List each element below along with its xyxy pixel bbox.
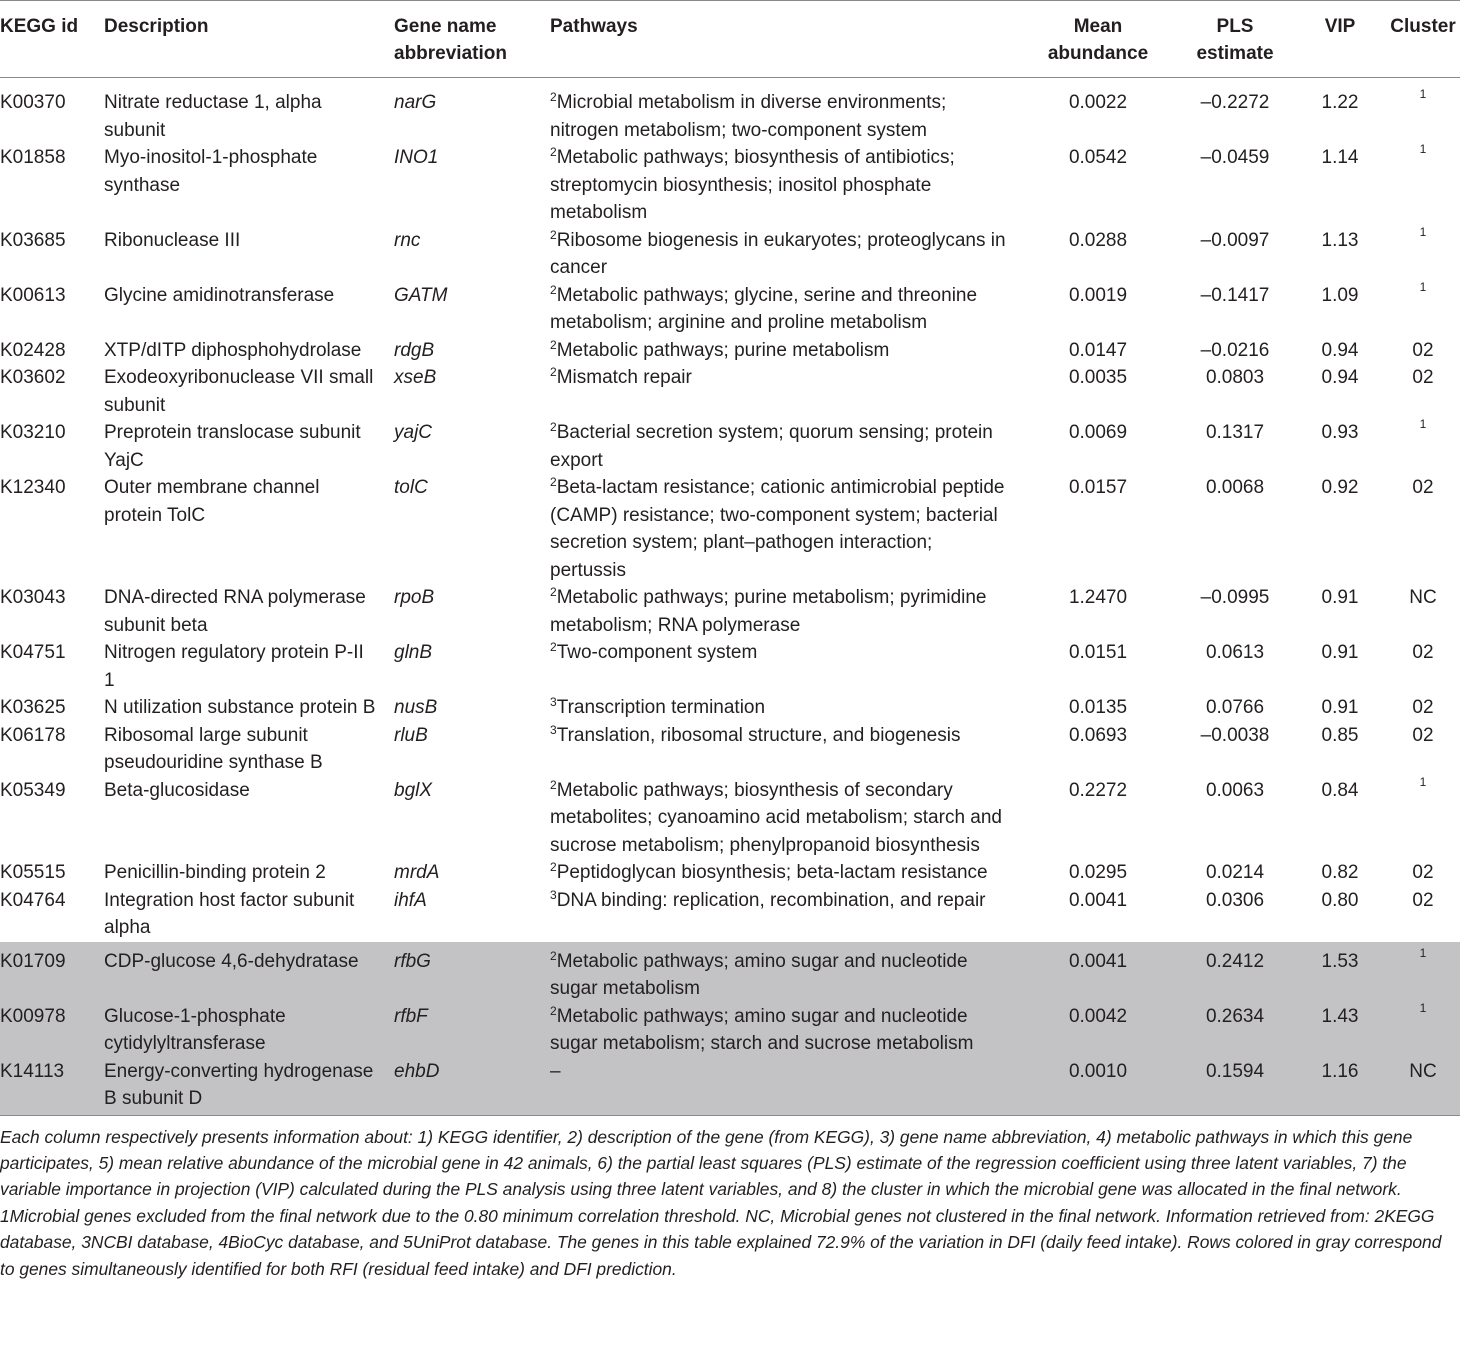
cell-mean-abundance: 0.0010	[1020, 1058, 1170, 1116]
cell-cluster	[1380, 774, 1460, 860]
cell-cluster	[1380, 942, 1460, 1003]
cell-mean-abundance: 0.0147	[1068, 339, 1128, 361]
cell-cluster	[1380, 474, 1460, 584]
cell-kegg-id: K05515	[0, 862, 66, 883]
cluster-excluded-footnote-marker: 1	[1419, 224, 1427, 239]
cell-kegg-id: K05349	[0, 779, 66, 801]
pathways-text: Metabolic pathways; amino sugar and nucleotide sugar metabolism	[550, 950, 968, 999]
cell-vip: 0.85	[1321, 724, 1359, 746]
cell-gene-name: xseB	[394, 367, 437, 388]
pathways-text: Translation, ribosomal structure, and biogenesis	[556, 724, 961, 746]
cell-description: Nitrogen regulatory protein P-II 1	[104, 642, 364, 691]
pathways-text: Two-component system	[556, 642, 758, 663]
cell-pathways	[550, 144, 1020, 227]
cell-description: Ribosomal large subunit pseudouridine synthase B	[104, 724, 323, 773]
header-vip: VIP	[1300, 1, 1380, 78]
table-row	[0, 722, 1460, 777]
cell-pathways	[550, 1058, 1020, 1116]
cell-gene-name: yajC	[394, 422, 433, 443]
cell-kegg-id: K14113	[0, 1058, 104, 1116]
cell-pls-estimate: 0.0068	[1205, 477, 1265, 498]
cell-cluster	[1380, 1000, 1460, 1058]
cell-gene-name: glnB	[394, 642, 433, 663]
cell-mean-abundance: 0.0135	[1068, 697, 1128, 718]
cell-kegg-id: K03685	[0, 229, 66, 251]
cell-mean-abundance: 0.0019	[1068, 284, 1128, 306]
cell-kegg-id: K04764	[0, 889, 66, 911]
cell-vip: 0.84	[1321, 779, 1359, 801]
cell-gene-name: bglX	[394, 779, 433, 801]
cell-pathways	[550, 474, 1020, 584]
header-pls-estimate: PLS estimate	[1170, 1, 1300, 78]
cell-cluster	[1380, 694, 1460, 722]
cell-kegg-id: K00613	[0, 284, 66, 306]
cell-mean-abundance: 1.2470	[1068, 587, 1128, 608]
table-footnote: Each column respectively presents information about: 1) KEGG identifier, 2) description of the gene (from KEGG), 3) gene name abbreviation, 4) metabolic pathways in which this gene participates, 5) mean relative abundance of the microbial gene in 42 animals, 6) the partial least squares (PLS) estimate of the regression coefficient using three latent variables, 7) the variable importance in projection (VIP) calculated during the PLS analysis using three latent variables, and 8) the cluster in which the microbial gene was allocated in the final network. 1Microbial genes excluded from the final network due to the 0.80 minimum correlation threshold. NC, Microbial genes not clustered in the final network. Information retrieved from: 2KEGG database, 3NCBI database, 4BioCyc database, and 5UniProt database. The genes in this table explained 72.9% of the variation in DFI (daily feed intake). Rows colored in gray correspond to genes simultaneously identified for both RFI (residual feed intake) and DFI prediction.	[0, 1126, 1442, 1279]
cell-cluster	[1380, 419, 1460, 474]
pathway-source-footnote-marker: 2	[550, 585, 557, 599]
cell-pathways	[550, 78, 1020, 145]
cell-cluster	[1380, 224, 1460, 282]
pathway-source-footnote-marker: 2	[550, 1003, 557, 1018]
table-body	[0, 78, 1460, 1116]
cluster-value: 02	[1412, 724, 1434, 746]
cell-cluster	[1380, 584, 1460, 639]
cell-pls-estimate: 0.0063	[1205, 779, 1265, 801]
cell-pls-estimate: –0.0216	[1200, 339, 1270, 361]
cell-pathways	[550, 887, 1020, 942]
cell-description: Energy-converting hydrogenase B subunit D	[104, 1058, 394, 1116]
cell-gene-name: narG	[394, 92, 437, 113]
table-row	[0, 777, 1460, 860]
cluster-value: 02	[1412, 339, 1434, 361]
cluster-excluded-footnote-marker: 1	[1419, 279, 1427, 294]
table-row	[0, 337, 1460, 365]
cell-kegg-id: K06178	[0, 724, 66, 746]
pathways-text: Metabolic pathways; glycine, serine and threonine metabolism; arginine and proline metabolism	[550, 284, 978, 333]
cell-description: Exodeoxyribonuclease VII small subunit	[104, 367, 374, 416]
table-row	[0, 639, 1460, 694]
pathway-source-footnote-marker: 2	[550, 337, 557, 352]
cell-gene-name: rnc	[394, 229, 421, 251]
pathways-text: Metabolic pathways; amino sugar and nucleotide sugar metabolism; starch and sucrose metabolism	[550, 1005, 974, 1054]
cell-kegg-id: K03602	[0, 367, 66, 388]
cell-description: Nitrate reductase 1, alpha subunit	[104, 92, 322, 141]
cluster-value: NC	[1409, 587, 1437, 608]
cluster-excluded-footnote-marker: 1	[1419, 142, 1427, 156]
cell-pathways	[550, 364, 1020, 419]
cluster-value: 02	[1412, 477, 1434, 498]
cell-pathways	[550, 1003, 1020, 1058]
pathway-source-footnote-marker: 2	[550, 282, 557, 297]
cell-pathways	[550, 584, 1020, 639]
cell-cluster	[1380, 639, 1460, 694]
cell-gene-name: mrdA	[394, 862, 440, 883]
cell-pathways	[550, 227, 1020, 282]
cell-mean-abundance: 0.0042	[1020, 1003, 1170, 1058]
cluster-value: 02	[1412, 367, 1434, 388]
cell-gene-name: ihfA	[394, 889, 427, 911]
cell-mean-abundance: 0.0035	[1068, 367, 1128, 388]
table-row	[0, 227, 1460, 282]
cell-gene-name: GATM	[394, 284, 448, 306]
cell-cluster	[1380, 722, 1460, 777]
pathways-text: Mismatch repair	[556, 367, 692, 388]
cell-description: Beta-glucosidase	[104, 779, 250, 801]
cell-pls-estimate: 0.0306	[1205, 889, 1265, 911]
cell-pls-estimate: 0.0214	[1205, 862, 1265, 883]
cell-pathways	[550, 337, 1020, 365]
cell-cluster	[1380, 144, 1460, 227]
cell-description: Glucose-1-phosphate cytidylyltransferase	[104, 1003, 394, 1058]
pathway-source-footnote-marker: 2	[550, 475, 557, 489]
header-description: Description	[104, 1, 394, 78]
cell-cluster	[1380, 859, 1460, 887]
cell-pls-estimate: 0.0613	[1205, 642, 1265, 663]
cell-vip: 0.92	[1321, 477, 1359, 498]
cell-description: N utilization substance protein B	[104, 697, 376, 718]
pathways-text: Ribosome biogenesis in eukaryotes; proteoglycans in cancer	[550, 229, 1006, 278]
header-kegg-id: KEGG id	[0, 1, 104, 78]
cluster-value: NC	[1409, 1060, 1437, 1082]
cell-description: Outer membrane channel protein TolC	[104, 477, 320, 526]
cell-pls-estimate: –0.0097	[1200, 229, 1270, 251]
cell-description: Integration host factor subunit alpha	[104, 889, 355, 938]
pathways-text: Microbial metabolism in diverse environments; nitrogen metabolism; two-component system	[550, 92, 947, 141]
cell-description: Myo-inositol-1-phosphate synthase	[104, 147, 318, 196]
pathways-text: Metabolic pathways; biosynthesis of antibiotics; streptomycin biosynthesis; inositol phosphate metabolism	[550, 147, 955, 223]
pathways-text: –	[550, 1060, 561, 1082]
table-row	[0, 78, 1460, 145]
cell-pathways	[550, 859, 1020, 887]
table-row	[0, 694, 1460, 722]
cell-pathways	[550, 777, 1020, 860]
cell-mean-abundance: 0.2272	[1068, 779, 1128, 801]
cell-vip: 1.13	[1321, 229, 1359, 251]
cell-description: Ribonuclease III	[104, 229, 241, 251]
cell-cluster	[1380, 887, 1460, 942]
cell-kegg-id: K03210	[0, 422, 66, 443]
cell-pls-estimate: 0.2412	[1170, 942, 1300, 1003]
cell-pls-estimate: –0.2272	[1200, 92, 1270, 113]
cell-pathways	[550, 419, 1020, 474]
cell-kegg-id: K12340	[0, 477, 66, 498]
cell-pls-estimate: –0.0038	[1200, 724, 1270, 746]
cell-gene-name: nusB	[394, 697, 438, 718]
cell-gene-name: rfbF	[394, 1003, 550, 1058]
table-row	[0, 419, 1460, 474]
cell-mean-abundance: 0.0041	[1020, 942, 1170, 1003]
cell-vip: 1.43	[1300, 1003, 1380, 1058]
cell-pathways	[550, 282, 1020, 337]
cell-mean-abundance: 0.0157	[1068, 477, 1128, 498]
pathway-source-footnote-marker: 3	[550, 722, 557, 737]
cell-cluster	[1380, 364, 1460, 419]
header-gene-name: Gene name abbreviation	[394, 1, 550, 78]
cell-pls-estimate: 0.1594	[1170, 1058, 1300, 1116]
cluster-value: 02	[1412, 697, 1434, 718]
cell-vip: 1.16	[1300, 1058, 1380, 1116]
cell-gene-name: rluB	[394, 724, 428, 746]
pathway-source-footnote-marker: 2	[550, 420, 557, 434]
cell-vip: 0.93	[1321, 422, 1359, 443]
cell-vip: 0.91	[1321, 642, 1359, 663]
cell-cluster	[1380, 337, 1460, 365]
cell-mean-abundance: 0.0542	[1068, 147, 1128, 168]
cell-description: DNA-directed RNA polymerase subunit beta	[104, 587, 366, 636]
pathway-source-footnote-marker: 2	[550, 145, 557, 159]
cluster-excluded-footnote-marker: 1	[1419, 774, 1427, 789]
pathway-source-footnote-marker: 2	[550, 365, 557, 379]
cell-mean-abundance: 0.0151	[1068, 642, 1128, 663]
cell-vip: 1.09	[1321, 284, 1359, 306]
cell-vip: 0.80	[1321, 889, 1359, 911]
pathways-text: Beta-lactam resistance; cationic antimicrobial peptide (CAMP) resistance; two-component system; bacterial secretion system; plant–pathogen interaction; pertussis	[550, 477, 1005, 581]
cell-mean-abundance: 0.0288	[1068, 229, 1128, 251]
cell-pls-estimate: 0.0766	[1205, 697, 1265, 718]
pathway-source-footnote-marker: 2	[550, 860, 557, 874]
cell-vip: 0.91	[1321, 697, 1359, 718]
pathway-source-footnote-marker: 2	[550, 90, 557, 104]
cell-kegg-id: K04751	[0, 642, 66, 663]
cell-vip: 0.94	[1321, 339, 1359, 361]
cell-pathways	[550, 694, 1020, 722]
pathway-source-footnote-marker: 2	[550, 948, 557, 963]
cell-gene-name: INO1	[394, 147, 439, 168]
cluster-excluded-footnote-marker: 1	[1419, 87, 1427, 101]
cell-mean-abundance: 0.0041	[1068, 889, 1128, 911]
pathways-text: Metabolic pathways; purine metabolism	[556, 339, 890, 361]
cell-mean-abundance: 0.0022	[1068, 92, 1128, 113]
pathway-source-footnote-marker: 3	[550, 887, 557, 902]
cell-kegg-id: K03625	[0, 697, 66, 718]
cell-cluster	[1380, 78, 1460, 145]
table-row	[0, 474, 1460, 584]
cell-pathways	[550, 722, 1020, 777]
cell-pls-estimate: 0.1317	[1205, 422, 1265, 443]
pathways-text: Bacterial secretion system; quorum sensing; protein export	[550, 422, 993, 471]
cell-mean-abundance: 0.0693	[1068, 724, 1128, 746]
cell-description: XTP/dITP diphosphohydrolase	[104, 339, 362, 361]
pathways-text: Metabolic pathways; purine metabolism; pyrimidine metabolism; RNA polymerase	[550, 587, 987, 636]
table-row	[0, 1058, 1460, 1116]
header-pathways: Pathways	[550, 1, 1020, 78]
cell-kegg-id: K02428	[0, 339, 66, 361]
pathway-source-footnote-marker: 3	[550, 695, 557, 709]
cell-kegg-id: K03043	[0, 587, 66, 608]
cell-gene-name: rdgB	[394, 339, 435, 361]
table-row	[0, 364, 1460, 419]
cell-pls-estimate: 0.0803	[1205, 367, 1265, 388]
table-row	[0, 887, 1460, 942]
cluster-value: 02	[1412, 889, 1434, 911]
pathway-source-footnote-marker: 2	[550, 227, 557, 242]
cell-description: CDP-glucose 4,6-dehydratase	[104, 942, 394, 1003]
cell-cluster	[1380, 279, 1460, 337]
cell-kegg-id: K01709	[0, 942, 104, 1003]
cluster-excluded-footnote-marker: 1	[1419, 945, 1427, 960]
cell-description: Glycine amidinotransferase	[104, 284, 335, 306]
table-row	[0, 584, 1460, 639]
cell-gene-name: ehbD	[394, 1058, 550, 1116]
cell-vip: 1.22	[1321, 92, 1359, 113]
pathway-source-footnote-marker: 2	[550, 640, 557, 654]
table-header	[0, 1, 1460, 78]
table-row	[0, 282, 1460, 337]
cell-gene-name: rpoB	[394, 587, 435, 608]
cell-pls-estimate: –0.0459	[1200, 147, 1270, 168]
header-cluster: Cluster	[1380, 1, 1460, 78]
pathways-text: Peptidoglycan biosynthesis; beta-lactam resistance	[556, 862, 988, 883]
cell-kegg-id: K00978	[0, 1003, 104, 1058]
cell-mean-abundance: 0.0295	[1068, 862, 1128, 883]
cell-vip: 0.91	[1321, 587, 1359, 608]
cluster-value: 02	[1412, 642, 1434, 663]
cell-vip: 1.53	[1300, 942, 1380, 1003]
cluster-value: 02	[1412, 862, 1434, 883]
pathways-text: Metabolic pathways; biosynthesis of secondary metabolites; cyanoamino acid metabolism; starch and sucrose metabolism; phenylpropanoid biosynthesis	[550, 779, 1003, 856]
cell-kegg-id: K00370	[0, 92, 66, 113]
cell-pathways	[550, 639, 1020, 694]
pathway-source-footnote-marker: 2	[550, 777, 557, 792]
cluster-excluded-footnote-marker: 1	[1419, 1000, 1427, 1015]
cell-vip: 1.14	[1321, 147, 1359, 168]
cell-description: Preprotein translocase subunit YajC	[104, 422, 361, 471]
cell-gene-name: tolC	[394, 477, 428, 498]
pathways-text: DNA binding: replication, recombination, and repair	[556, 889, 986, 911]
cell-description: Penicillin-binding protein 2	[104, 862, 326, 883]
header-mean-abundance: Mean abundance	[1020, 1, 1170, 78]
table-row	[0, 1003, 1460, 1058]
cell-pls-estimate: –0.1417	[1200, 284, 1270, 306]
cell-vip: 0.82	[1321, 862, 1359, 883]
table-row	[0, 859, 1460, 887]
table-row	[0, 942, 1460, 1003]
cell-cluster	[1380, 1058, 1460, 1116]
cell-pls-estimate: 0.2634	[1170, 1003, 1300, 1058]
cell-pls-estimate: –0.0995	[1200, 587, 1270, 608]
cell-kegg-id: K01858	[0, 147, 66, 168]
table-row	[0, 144, 1460, 227]
cell-gene-name: rfbG	[394, 942, 550, 1003]
cell-vip: 0.94	[1321, 367, 1359, 388]
cell-pathways	[550, 942, 1020, 1003]
cell-mean-abundance: 0.0069	[1068, 422, 1128, 443]
cluster-excluded-footnote-marker: 1	[1419, 417, 1427, 431]
pathways-text: Transcription termination	[556, 697, 766, 718]
